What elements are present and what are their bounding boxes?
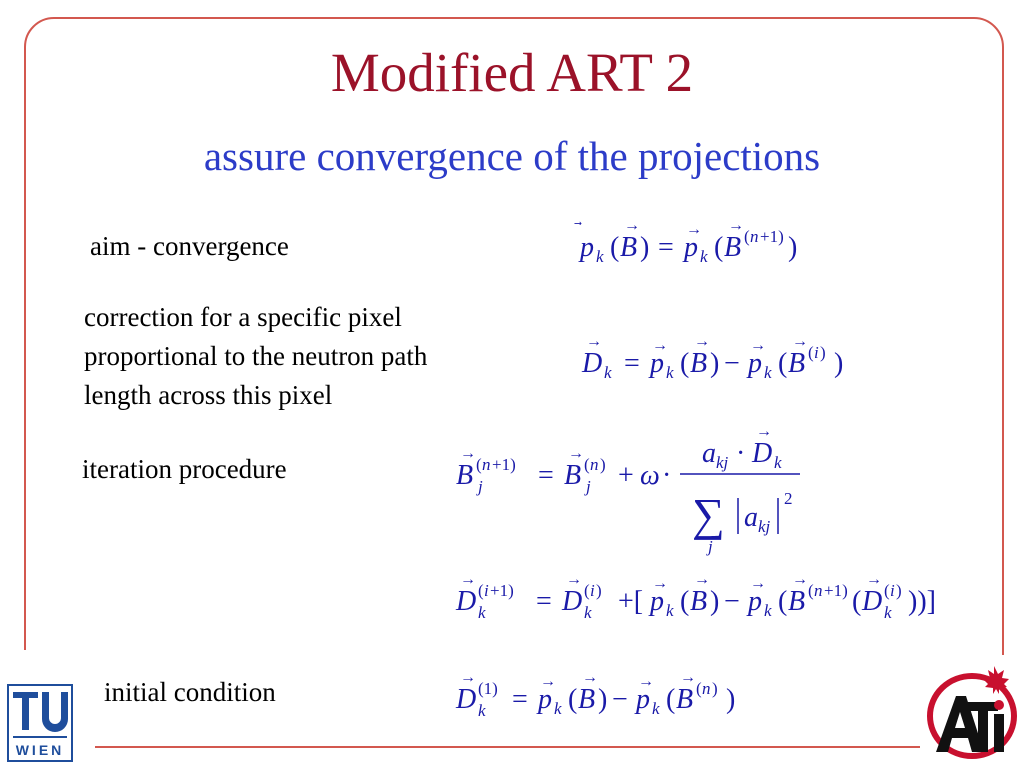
equation-iteration xyxy=(446,418,826,573)
label-aim: aim - convergence xyxy=(90,231,289,261)
svg-text:·: · xyxy=(662,460,672,491)
svg-text:p: p xyxy=(580,232,594,263)
svg-text:→: → xyxy=(694,336,710,350)
svg-text:p: p xyxy=(538,684,552,715)
svg-text:(: ( xyxy=(478,581,484,600)
svg-text:B: B xyxy=(690,586,708,617)
svg-text:n: n xyxy=(482,455,491,474)
svg-text:i: i xyxy=(484,581,489,600)
svg-text:B: B xyxy=(578,684,596,715)
svg-text:+1): +1) xyxy=(492,455,516,474)
svg-text:kj: kj xyxy=(758,517,771,536)
svg-text:): ) xyxy=(710,586,720,617)
equation-correction xyxy=(572,336,892,391)
svg-text:(: ( xyxy=(808,343,814,362)
svg-text:−: − xyxy=(724,586,740,617)
svg-text:k: k xyxy=(700,247,708,266)
equation-update-svg xyxy=(446,572,1006,632)
svg-text:): ) xyxy=(600,455,606,474)
svg-text:i: i xyxy=(890,581,895,600)
svg-text:a: a xyxy=(744,502,758,533)
svg-text:k: k xyxy=(596,247,604,266)
svg-text:(: ( xyxy=(808,581,814,600)
svg-text:j: j xyxy=(478,477,483,496)
svg-text:(: ( xyxy=(584,455,590,474)
svg-text:k: k xyxy=(652,699,660,718)
svg-text:B: B xyxy=(690,348,708,379)
svg-text:(: ( xyxy=(680,348,690,379)
svg-text:B: B xyxy=(676,684,694,715)
svg-text:(: ( xyxy=(744,227,750,246)
svg-text:): ) xyxy=(640,232,650,263)
svg-text:k: k xyxy=(774,453,782,472)
svg-text:i: i xyxy=(814,343,819,362)
svg-text:): ) xyxy=(596,581,602,600)
svg-text:(: ( xyxy=(666,684,676,715)
svg-text:+: + xyxy=(618,460,634,491)
equation-iteration-svg xyxy=(446,418,826,568)
svg-text:·: · xyxy=(736,438,746,469)
equation-initial-svg xyxy=(446,670,806,726)
equation-aim xyxy=(570,220,840,275)
svg-text:=: = xyxy=(538,460,554,491)
svg-text:k: k xyxy=(478,603,486,622)
svg-text:→: → xyxy=(460,572,476,588)
svg-text:B: B xyxy=(788,586,806,617)
svg-text:(: ( xyxy=(568,684,578,715)
svg-text:k: k xyxy=(764,601,772,620)
svg-text:→: → xyxy=(686,221,702,238)
svg-text:→: → xyxy=(756,423,772,440)
svg-text:(: ( xyxy=(696,679,702,698)
svg-text:→: → xyxy=(694,572,710,588)
svg-text:k: k xyxy=(666,363,674,382)
svg-text:(: ( xyxy=(778,586,788,617)
svg-text:→: → xyxy=(582,670,598,686)
svg-text:): ) xyxy=(712,679,718,698)
svg-text:=: = xyxy=(512,684,528,715)
svg-text:→: → xyxy=(750,575,766,592)
svg-text:→: → xyxy=(460,445,476,462)
equation-update xyxy=(446,572,1006,637)
svg-text:(: ( xyxy=(884,581,890,600)
svg-text:p: p xyxy=(650,348,664,379)
svg-text:p: p xyxy=(650,586,664,617)
svg-text:→: → xyxy=(638,673,654,690)
label-correction-2: proportional to the neutron path xyxy=(84,341,428,371)
svg-text:(: ( xyxy=(680,586,690,617)
svg-text:k: k xyxy=(554,699,562,718)
svg-text:p: p xyxy=(636,684,650,715)
svg-text:n: n xyxy=(590,455,599,474)
svg-text:B: B xyxy=(620,232,638,263)
svg-text:D: D xyxy=(456,586,477,617)
svg-text:→: → xyxy=(792,336,808,350)
svg-text:j: j xyxy=(708,537,713,556)
svg-text:): ) xyxy=(834,348,844,379)
ati-logo-svg xyxy=(922,656,1022,764)
svg-text:2: 2 xyxy=(784,489,793,508)
svg-text:=: = xyxy=(536,586,552,617)
svg-text:D: D xyxy=(862,586,883,617)
svg-text:(: ( xyxy=(852,586,862,617)
svg-text:B: B xyxy=(456,460,474,491)
svg-text:+1): +1) xyxy=(490,581,514,600)
svg-text:k: k xyxy=(584,603,592,622)
svg-text:n: n xyxy=(702,679,711,698)
label-correction-1: correction for a specific pixel xyxy=(84,302,402,332)
svg-text:→: → xyxy=(652,337,668,354)
svg-text:+1): +1) xyxy=(824,581,848,600)
svg-text:−: − xyxy=(612,684,628,715)
equation-correction-svg xyxy=(572,336,892,386)
svg-text:): ) xyxy=(896,581,902,600)
svg-text:D: D xyxy=(752,438,773,469)
svg-text:=: = xyxy=(624,348,640,379)
svg-text:): ) xyxy=(788,232,798,263)
svg-text:): ) xyxy=(726,684,736,715)
svg-text:B: B xyxy=(564,460,582,491)
tu-wien-logo xyxy=(7,684,73,767)
svg-text:): ) xyxy=(820,343,826,362)
svg-text:k: k xyxy=(764,363,772,382)
svg-text:(: ( xyxy=(714,232,724,263)
svg-text:(: ( xyxy=(584,581,590,600)
svg-text:i: i xyxy=(590,581,595,600)
svg-text:+[: +[ xyxy=(618,586,644,617)
svg-text:p: p xyxy=(684,232,698,263)
svg-text:→: → xyxy=(652,575,668,592)
svg-text:n: n xyxy=(814,581,823,600)
svg-text:+1): +1) xyxy=(760,227,784,246)
svg-text:→: → xyxy=(586,336,602,350)
equation-aim-svg xyxy=(570,220,840,270)
svg-text:kj: kj xyxy=(716,453,729,472)
svg-text:B: B xyxy=(788,348,806,379)
svg-text:a: a xyxy=(702,438,716,469)
svg-text:p: p xyxy=(748,348,762,379)
svg-text:→: → xyxy=(680,670,696,686)
slide-title: Modified ART 2 xyxy=(330,42,694,103)
svg-text:⃗ xyxy=(574,221,582,226)
svg-text:): ) xyxy=(710,348,720,379)
svg-text:))]: ))] xyxy=(908,586,936,617)
svg-text:→: → xyxy=(568,445,584,462)
tu-wien-logo-svg xyxy=(7,684,73,762)
svg-text:−: − xyxy=(724,348,740,379)
svg-text:k: k xyxy=(666,601,674,620)
svg-text:→: → xyxy=(566,572,582,588)
svg-text:→: → xyxy=(750,337,766,354)
svg-text:→: → xyxy=(728,220,744,234)
svg-text:(: ( xyxy=(778,348,788,379)
svg-text:→: → xyxy=(624,220,640,234)
ati-logo xyxy=(922,656,1022,769)
svg-text:=: = xyxy=(658,232,674,263)
svg-text:D: D xyxy=(582,348,603,379)
label-iteration: iteration procedure xyxy=(82,454,287,484)
svg-text:(: ( xyxy=(610,232,620,263)
svg-text:→: → xyxy=(540,673,556,690)
svg-text:k: k xyxy=(884,603,892,622)
svg-text:k: k xyxy=(604,363,612,382)
svg-text:(: ( xyxy=(476,455,482,474)
svg-text:D: D xyxy=(456,684,477,715)
svg-text:p: p xyxy=(748,586,762,617)
svg-text:n: n xyxy=(750,227,759,246)
svg-text:→: → xyxy=(792,572,808,588)
tu-wien-text: WIEN xyxy=(15,742,65,758)
svg-text:k: k xyxy=(478,701,486,720)
equation-initial xyxy=(446,670,806,731)
label-initial: initial condition xyxy=(104,677,276,707)
svg-text:(1): (1) xyxy=(478,679,498,698)
svg-text:B: B xyxy=(724,232,742,263)
svg-text:→: → xyxy=(460,670,476,686)
svg-text:D: D xyxy=(562,586,583,617)
slide-subtitle: assure convergence of the projections xyxy=(203,133,821,179)
label-correction-3: length across this pixel xyxy=(84,380,333,410)
svg-text:→: → xyxy=(866,572,882,588)
svg-text:): ) xyxy=(598,684,608,715)
svg-text:ω: ω xyxy=(640,460,660,491)
svg-text:j: j xyxy=(586,477,591,496)
svg-text:∑: ∑ xyxy=(692,489,725,540)
